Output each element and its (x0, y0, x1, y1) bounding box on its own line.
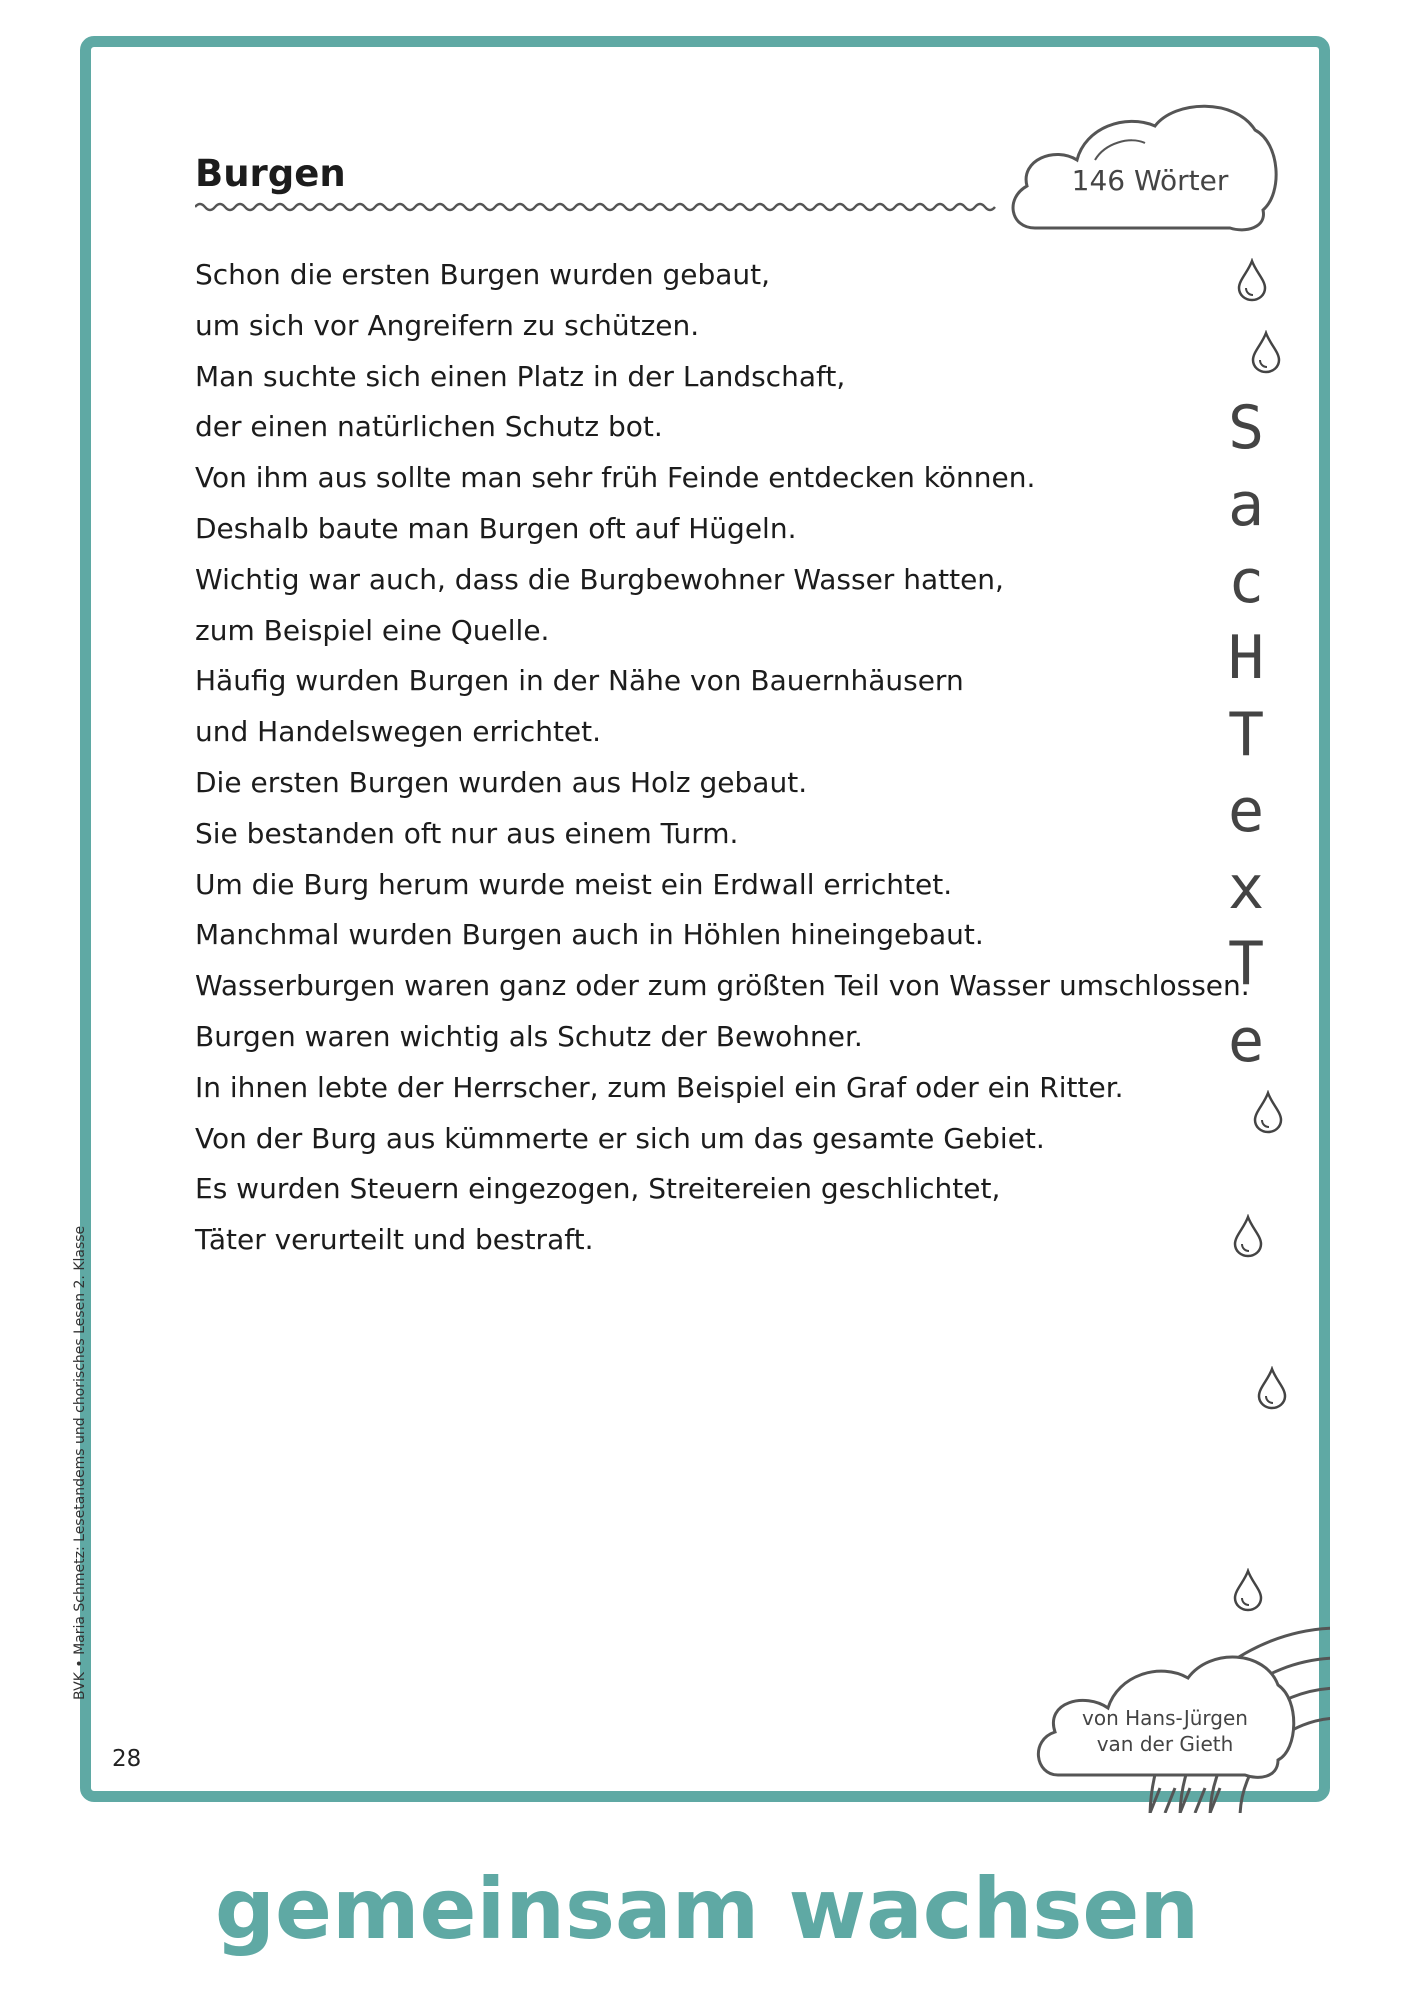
vertical-letter: T (1227, 700, 1265, 770)
text-line: der einen natürlichen Schutz bot. (195, 410, 663, 444)
water-drop-icon (1250, 330, 1282, 374)
text-line: Man suchte sich einen Platz in der Landschaft, (195, 359, 846, 393)
water-drop-icon (1232, 1214, 1264, 1258)
text-line: und Handelswegen errichtet. (195, 715, 602, 749)
text-line: Täter verurteilt und bestraft. (195, 1223, 594, 1257)
wavy-underline (195, 198, 1000, 216)
author-credit (1055, 1705, 1275, 1757)
text-line: Von der Burg aus kümmerte er sich um das gesamte Gebiet. (195, 1121, 1045, 1155)
vertical-letter: e (1227, 1006, 1265, 1076)
text-line: Um die Burg herum wurde meist ein Erdwall errichtet. (195, 867, 953, 901)
vertical-letter: H (1227, 623, 1265, 693)
slogan: gemeinsam wachsen (214, 1860, 1200, 1958)
water-drop-icon (1236, 258, 1268, 302)
word-count: 146 Wörter (1071, 164, 1229, 197)
text-line: Manchmal wurden Burgen auch in Höhlen hineingebaut. (195, 918, 984, 952)
vertical-letter: e (1227, 776, 1265, 846)
water-drop-icon (1252, 1090, 1284, 1134)
text-line: Burgen waren wichtig als Schutz der Bewohner. (195, 1019, 863, 1053)
text-line: Deshalb baute man Burgen oft auf Hügeln. (195, 511, 797, 545)
text-line: Die ersten Burgen wurden aus Holz gebaut. (195, 765, 808, 799)
text-line: Wasserburgen waren ganz oder zum größten Teil von Wasser umschlossen. (195, 969, 1250, 1003)
author-line-2: van der Gieth (1096, 1732, 1234, 1756)
text-line: Sie bestanden oft nur aus einem Turm. (195, 816, 739, 850)
text-line: Schon die ersten Burgen wurden gebaut, (195, 258, 771, 291)
text-line: Häufig wurden Burgen in der Nähe von Bauernhäusern (195, 664, 964, 698)
vertical-letter: S (1227, 393, 1265, 463)
page-title: Burgen (195, 152, 346, 195)
text-line: um sich vor Angreifern zu schützen. (195, 308, 700, 342)
water-drop-icon (1256, 1366, 1288, 1410)
text-line: In ihnen lebte der Herrscher, zum Beispiel ein Graf oder ein Ritter. (195, 1070, 1124, 1104)
author-line-1: von Hans-Jürgen (1082, 1706, 1248, 1730)
vertical-letter: x (1227, 853, 1265, 923)
reading-text (195, 250, 1250, 1266)
page-number: 28 (112, 1746, 142, 1772)
text-line: Es wurden Steuern eingezogen, Streitereien geschlichtet, (195, 1172, 1001, 1206)
vertical-letter: a (1227, 470, 1265, 540)
text-line: zum Beispiel eine Quelle. (195, 613, 550, 647)
text-line: Von ihm aus sollte man sehr früh Feinde entdecken können. (195, 461, 1036, 495)
side-credit: BVK • Maria Schmetz: Lesetandems und chorisches Lesen 2. Klasse (72, 1225, 88, 1700)
vertical-letter: c (1227, 547, 1265, 617)
text-line: Wichtig war auch, dass die Burgbewohner Wasser hatten, (195, 562, 1004, 596)
water-drop-icon (1232, 1568, 1264, 1612)
vertical-letter: T (1227, 929, 1265, 999)
